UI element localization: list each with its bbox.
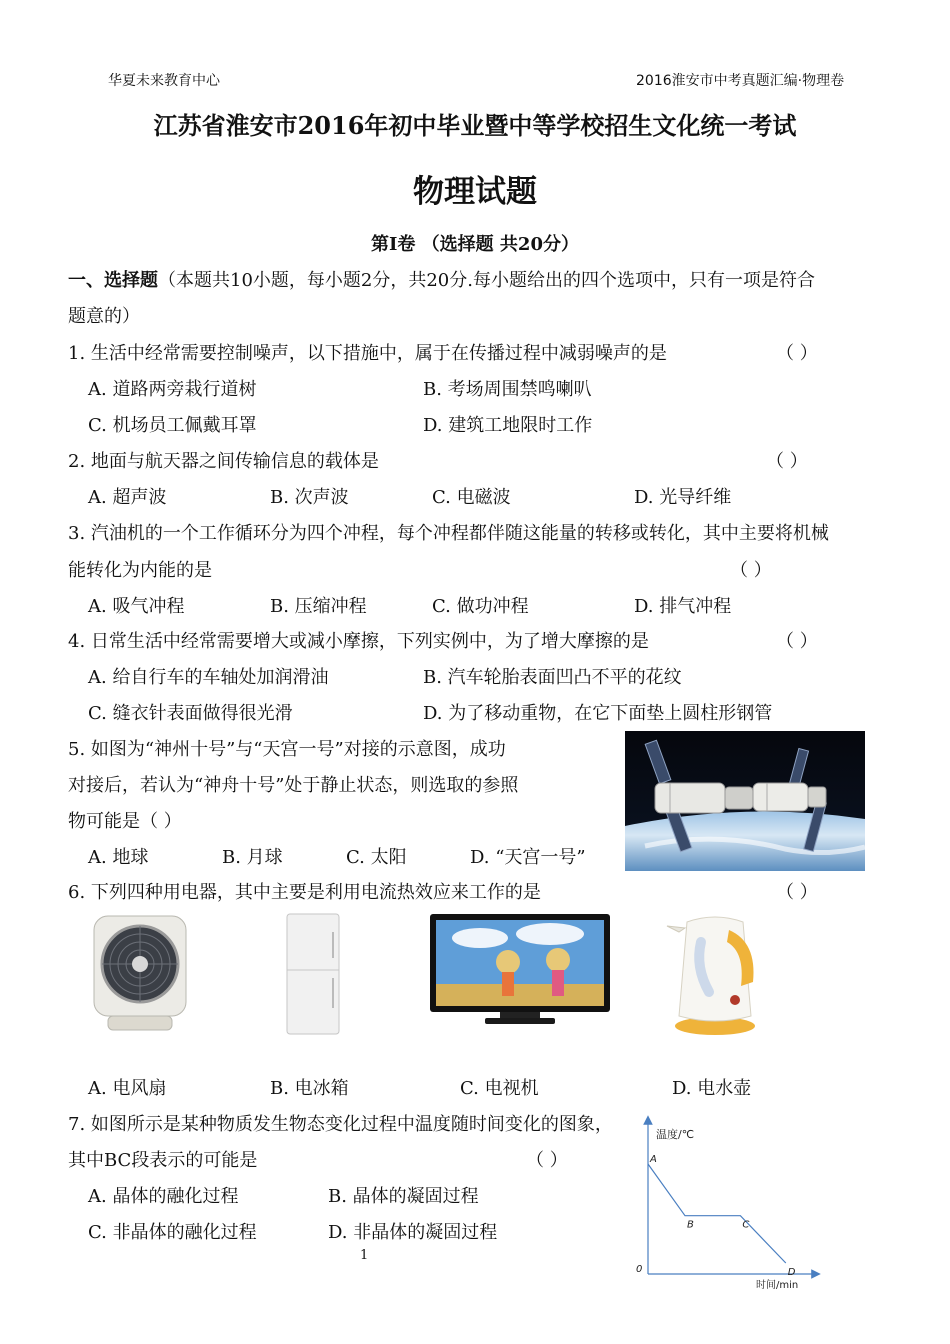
q1-bracket: （ ） (776, 343, 818, 364)
q3-stem-2: 能转化为内能的是 (68, 560, 212, 581)
section-heading: 一、选择题 (68, 270, 158, 291)
origin-label: 0 (636, 1264, 643, 1275)
q1-stem: 1. 生活中经常需要控制噪声，以下措施中，属于在传播过程中减弱噪声的是 (68, 343, 667, 364)
q7-stem-2: 其中BC段表示的可能是 (68, 1150, 258, 1171)
section-desc-2: 题意的） (68, 306, 140, 327)
electric-fan-image (88, 912, 192, 1036)
q6-bracket: （ ） (776, 882, 818, 903)
volume-heading: 第Ⅰ卷 （选择题 共20分） (370, 234, 579, 255)
y-axis-label: 温度/℃ (656, 1128, 695, 1141)
page-number: 1 (360, 1248, 369, 1263)
q4-option-d[interactable]: D. 为了移动重物，在它下面垫上圆柱形钢管 (423, 703, 773, 724)
q3-option-d[interactable]: D. 排气冲程 (634, 596, 732, 617)
point-label-d: D (787, 1267, 796, 1278)
q5-stem-3: 物可能是（ ） (68, 811, 182, 832)
q6-option-b[interactable]: B. 电冰箱 (270, 1078, 349, 1099)
q6-option-a[interactable]: A. 电风扇 (88, 1078, 167, 1099)
q2-option-c[interactable]: C. 电磁波 (432, 487, 511, 508)
q4-bracket: （ ） (776, 631, 818, 652)
q6-option-c[interactable]: C. 电视机 (460, 1078, 539, 1099)
q1-option-b[interactable]: B. 考场周围禁鸣喇叭 (423, 379, 592, 400)
point-label-a: A (650, 1154, 657, 1165)
x-axis-label: 时间/min (756, 1280, 799, 1291)
temperature-series-line (648, 1164, 786, 1263)
temperature-time-chart (628, 1112, 828, 1292)
point-label-c: C (742, 1219, 750, 1231)
electric-kettle-image (665, 912, 765, 1036)
q2-option-b[interactable]: B. 次声波 (270, 487, 349, 508)
q5-stem-1: 5. 如图为“神州十号”与“天宫一号”对接的示意图，成功 (68, 739, 506, 760)
q4-option-a[interactable]: A. 给自行车的车轴处加润滑油 (88, 667, 329, 688)
q1-option-c[interactable]: C. 机场员工佩戴耳罩 (88, 415, 257, 436)
q4-option-c[interactable]: C. 缝衣针表面做得很光滑 (88, 703, 293, 724)
q2-option-a[interactable]: A. 超声波 (88, 487, 167, 508)
header-right: 2016淮安市中考真题汇编·物理卷 (636, 73, 845, 89)
q5-option-c[interactable]: C. 太阳 (346, 847, 407, 868)
q6-stem: 6. 下列四种用电器，其中主要是利用电流热效应来工作的是 (68, 882, 541, 903)
docking-image (625, 731, 865, 871)
q1-option-d[interactable]: D. 建筑工地限时工作 (423, 415, 593, 436)
section-desc-1: （本题共10小题，每小题2分，共20分.每小题给出的四个选项中，只有一项是符合 (158, 270, 815, 291)
q7-option-b[interactable]: B. 晶体的凝固过程 (328, 1186, 479, 1207)
q5-option-d[interactable]: D. “天宫一号” (470, 847, 586, 868)
q2-bracket: （ ） (766, 451, 808, 472)
q6-option-d[interactable]: D. 电水壶 (672, 1078, 752, 1099)
q5-stem-2: 对接后，若认为“神舟十号”处于静止状态，则选取的参照 (68, 775, 519, 796)
q7-option-c[interactable]: C. 非晶体的融化过程 (88, 1222, 257, 1243)
q7-stem-1: 7. 如图所示是某种物质发生物态变化过程中温度随时间变化的图象， (68, 1114, 613, 1135)
header-left: 华夏未来教育中心 (108, 73, 220, 89)
q5-option-b[interactable]: B. 月球 (222, 847, 283, 868)
q7-bracket: （ ） (526, 1150, 568, 1171)
q2-option-d[interactable]: D. 光导纤维 (634, 487, 732, 508)
section-intro (68, 266, 815, 292)
exam-subtitle: 物理试题 (413, 174, 537, 210)
q4-option-b[interactable]: B. 汽车轮胎表面凹凸不平的花纹 (423, 667, 682, 688)
q3-option-a[interactable]: A. 吸气冲程 (88, 596, 185, 617)
television-image (430, 914, 610, 1026)
q2-stem: 2. 地面与航天器之间传输信息的载体是 (68, 451, 379, 472)
point-label-b: B (687, 1219, 694, 1231)
refrigerator-image (283, 912, 343, 1036)
exam-title: 江苏省淮安市2016年初中毕业暨中等学校招生文化统一考试 (153, 111, 797, 140)
q7-option-a[interactable]: A. 晶体的融化过程 (88, 1186, 239, 1207)
q1-option-a[interactable]: A. 道路两旁栽行道树 (88, 379, 257, 400)
q3-option-b[interactable]: B. 压缩冲程 (270, 596, 367, 617)
q4-stem: 4. 日常生活中经常需要增大或减小摩擦，下列实例中，为了增大摩擦的是 (68, 631, 649, 652)
q7-option-d[interactable]: D. 非晶体的凝固过程 (328, 1222, 498, 1243)
q3-stem-1: 3. 汽油机的一个工作循环分为四个冲程，每个冲程都伴随这能量的转移或转化，其中主要将机械 (68, 523, 829, 544)
q3-option-c[interactable]: C. 做功冲程 (432, 596, 529, 617)
q3-bracket: （ ） (730, 560, 772, 581)
q5-option-a[interactable]: A. 地球 (88, 847, 149, 868)
